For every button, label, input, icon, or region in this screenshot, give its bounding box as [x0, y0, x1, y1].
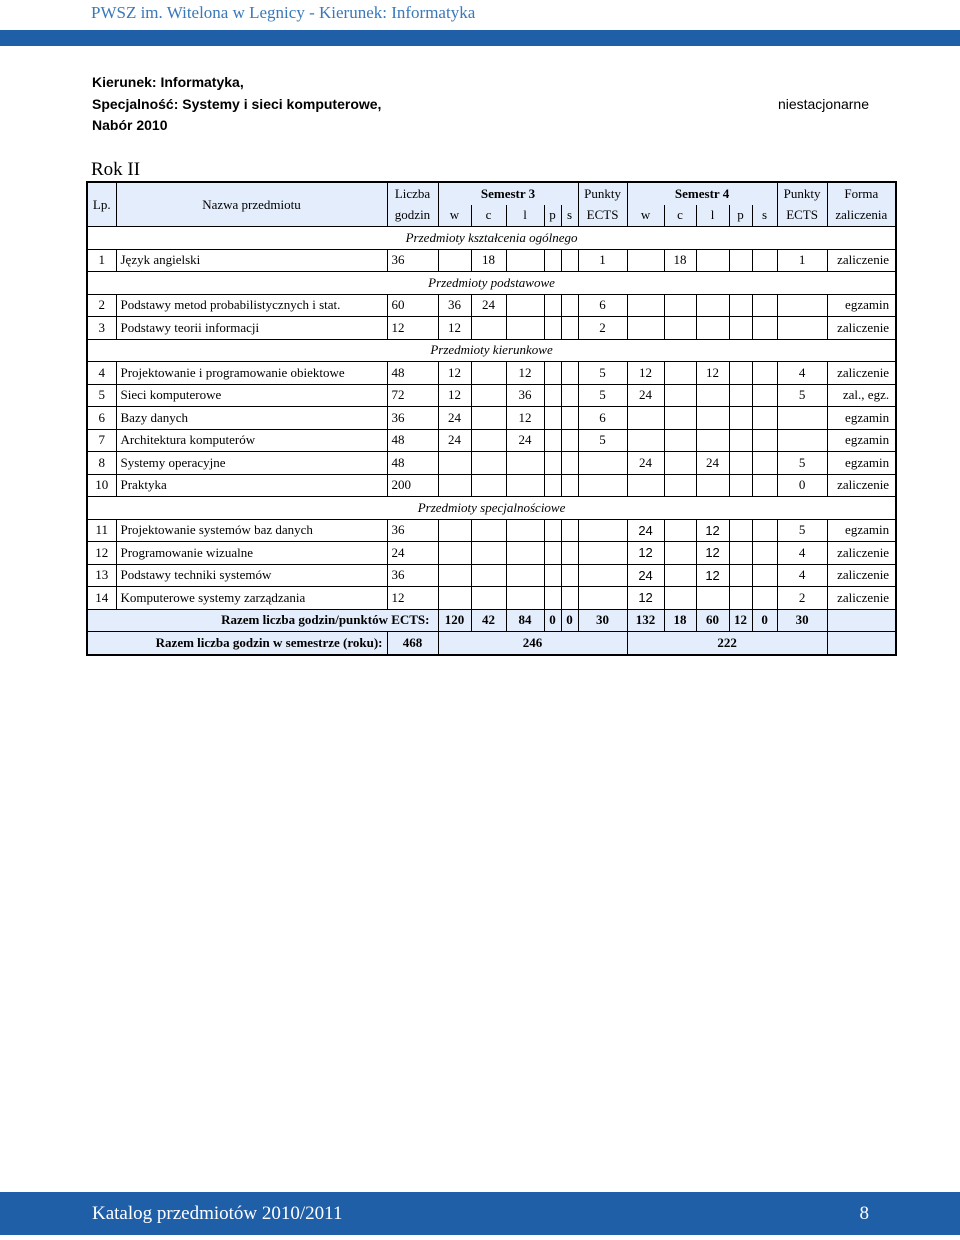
header-w-4: w: [627, 205, 664, 227]
course-value: [752, 362, 777, 385]
course-name: Systemy operacyjne: [116, 452, 387, 475]
course-value: 24: [506, 429, 544, 452]
course-value: [627, 407, 664, 430]
header-zaliczenia: zaliczenia: [827, 205, 896, 227]
totals-ects-value: 60: [696, 609, 729, 632]
course-value: [544, 564, 561, 587]
course-hours: 24: [387, 542, 438, 565]
course-assessment: zaliczenie: [827, 587, 896, 610]
course-value: 24: [438, 407, 471, 430]
course-value: [696, 474, 729, 497]
course-hours: 36: [387, 519, 438, 542]
course-value: [506, 249, 544, 272]
study-mode: niestacjonarne: [777, 96, 869, 112]
course-row: [87, 587, 896, 610]
course-ects-sem4: [777, 407, 827, 430]
header-punkty-3: Punkty: [578, 182, 627, 205]
header-c-3: c: [471, 205, 506, 227]
course-ects-sem4: 1: [777, 249, 827, 272]
course-ects-sem4: 4: [777, 564, 827, 587]
course-value: [471, 519, 506, 542]
course-value: [438, 474, 471, 497]
course-row: [87, 564, 896, 587]
course-row: [87, 519, 896, 542]
course-value: [729, 407, 752, 430]
course-value: [561, 474, 578, 497]
course-assessment: zaliczenie: [827, 317, 896, 340]
course-value: [696, 587, 729, 610]
course-value: [729, 564, 752, 587]
field-of-study: Kierunek: Informatyka,: [92, 74, 244, 90]
course-hours: 36: [387, 564, 438, 587]
course-assessment: zaliczenie: [827, 542, 896, 565]
header-s-4: s: [752, 205, 777, 227]
course-value: [664, 452, 696, 475]
course-number: 3: [87, 317, 116, 340]
course-ects-sem3: [578, 452, 627, 475]
intake: Nabór 2010: [92, 117, 168, 133]
course-number: 1: [87, 249, 116, 272]
course-value: [438, 452, 471, 475]
course-value: [664, 564, 696, 587]
course-value: [752, 249, 777, 272]
course-value: [471, 407, 506, 430]
course-value: [696, 384, 729, 407]
course-ects-sem4: [777, 429, 827, 452]
course-value: 12: [627, 542, 664, 565]
course-number: 5: [87, 384, 116, 407]
course-row: [87, 429, 896, 452]
course-value: [544, 384, 561, 407]
course-value: [544, 317, 561, 340]
course-name: Podstawy teorii informacji: [116, 317, 387, 340]
totals-ects-value: 0: [544, 609, 561, 632]
course-value: 12: [506, 407, 544, 430]
course-value: [506, 317, 544, 340]
course-value: [627, 317, 664, 340]
header-liczba: Liczba: [387, 182, 438, 205]
course-value: [438, 587, 471, 610]
course-value: [627, 249, 664, 272]
totals-ects-value: 30: [578, 609, 627, 632]
specialization: Specjalność: Systemy i sieci komputerowe,: [92, 95, 382, 112]
course-value: [506, 474, 544, 497]
course-value: [752, 542, 777, 565]
course-value: [438, 519, 471, 542]
totals-ects-value: 84: [506, 609, 544, 632]
course-row: [87, 452, 896, 475]
course-assessment: zaliczenie: [827, 362, 896, 385]
course-ects-sem3: 5: [578, 384, 627, 407]
header-semester-4: Semestr 4: [627, 182, 777, 205]
course-value: [696, 407, 729, 430]
course-name: Programowanie wizualne: [116, 542, 387, 565]
totals-semester-label: Razem liczba godzin w semestrze (roku):: [87, 632, 387, 655]
course-ects-sem4: 0: [777, 474, 827, 497]
course-hours: 12: [387, 317, 438, 340]
course-hours: 60: [387, 294, 438, 317]
course-value: [561, 452, 578, 475]
course-value: 36: [438, 294, 471, 317]
course-value: 36: [506, 384, 544, 407]
course-value: [729, 542, 752, 565]
course-value: 12: [438, 362, 471, 385]
course-value: [471, 384, 506, 407]
course-ects-sem4: 5: [777, 452, 827, 475]
course-assessment: egzamin: [827, 429, 896, 452]
course-value: [544, 407, 561, 430]
course-hours: 72: [387, 384, 438, 407]
course-assessment: zal., egz.: [827, 384, 896, 407]
totals-year-hours: 468: [387, 632, 438, 655]
course-number: 4: [87, 362, 116, 385]
course-value: [561, 362, 578, 385]
course-value: [544, 362, 561, 385]
course-value: [752, 384, 777, 407]
header-l-3: l: [506, 205, 544, 227]
course-value: 18: [471, 249, 506, 272]
header-godzin: godzin: [387, 205, 438, 227]
year-heading: Rok II: [91, 159, 141, 180]
course-assessment: egzamin: [827, 294, 896, 317]
course-row: [87, 384, 896, 407]
course-value: [752, 317, 777, 340]
footer-bar: [0, 1192, 960, 1235]
course-value: [627, 429, 664, 452]
course-ects-sem3: [578, 564, 627, 587]
course-hours: 200: [387, 474, 438, 497]
header-ects-3: ECTS: [578, 205, 627, 227]
course-row: [87, 294, 896, 317]
course-ects-sem3: [578, 587, 627, 610]
curriculum-table: [86, 181, 897, 656]
course-value: [664, 542, 696, 565]
totals-ects-value: 0: [752, 609, 777, 632]
course-value: [729, 294, 752, 317]
course-value: 24: [627, 384, 664, 407]
course-name: Język angielski: [116, 249, 387, 272]
course-number: 2: [87, 294, 116, 317]
course-number: 7: [87, 429, 116, 452]
course-value: [729, 384, 752, 407]
course-hours: 36: [387, 249, 438, 272]
totals-ects-value: 12: [729, 609, 752, 632]
course-assessment: zaliczenie: [827, 249, 896, 272]
header-semester-3: Semestr 3: [438, 182, 578, 205]
course-value: 12: [438, 317, 471, 340]
course-value: [561, 519, 578, 542]
course-value: [471, 317, 506, 340]
course-ects-sem4: 2: [777, 587, 827, 610]
totals-sem4-hours: 222: [627, 632, 827, 655]
program-info: [92, 72, 381, 137]
header-lp: Lp.: [87, 182, 116, 227]
course-value: [752, 429, 777, 452]
course-value: [544, 519, 561, 542]
course-value: 12: [438, 384, 471, 407]
course-value: [438, 564, 471, 587]
header-c-4: c: [664, 205, 696, 227]
course-name: Podstawy metod probabilistycznych i stat.: [116, 294, 387, 317]
course-ects-sem4: 5: [777, 384, 827, 407]
totals-sem3-hours: 246: [438, 632, 627, 655]
course-value: [471, 542, 506, 565]
course-name: Podstawy techniki systemów: [116, 564, 387, 587]
totals-semester-blank: [827, 632, 896, 655]
course-ects-sem3: 5: [578, 429, 627, 452]
course-value: 12: [696, 519, 729, 542]
course-ects-sem4: 4: [777, 362, 827, 385]
course-value: [664, 384, 696, 407]
course-value: [544, 542, 561, 565]
course-ects-sem3: 2: [578, 317, 627, 340]
course-ects-sem3: 5: [578, 362, 627, 385]
course-ects-sem4: 5: [777, 519, 827, 542]
course-value: [752, 564, 777, 587]
course-ects-sem3: 6: [578, 294, 627, 317]
course-value: [752, 294, 777, 317]
course-assessment: zaliczenie: [827, 474, 896, 497]
course-value: [752, 474, 777, 497]
totals-ects-value: 42: [471, 609, 506, 632]
course-number: 12: [87, 542, 116, 565]
course-value: [729, 317, 752, 340]
course-hours: 48: [387, 452, 438, 475]
header-s-3: s: [561, 205, 578, 227]
course-value: [544, 587, 561, 610]
course-value: [471, 564, 506, 587]
totals-ects-value: 132: [627, 609, 664, 632]
course-ects-sem3: [578, 519, 627, 542]
course-value: [544, 452, 561, 475]
course-value: [664, 294, 696, 317]
course-value: 24: [471, 294, 506, 317]
course-ects-sem4: [777, 294, 827, 317]
course-name: Bazy danych: [116, 407, 387, 430]
totals-ects-row: [87, 609, 896, 632]
course-number: 14: [87, 587, 116, 610]
course-assessment: egzamin: [827, 407, 896, 430]
course-value: [664, 587, 696, 610]
course-value: [664, 429, 696, 452]
course-ects-sem4: [777, 317, 827, 340]
course-value: [561, 564, 578, 587]
table-header-row: [87, 182, 896, 205]
totals-ects-value: 0: [561, 609, 578, 632]
course-value: [627, 474, 664, 497]
section-row: [87, 227, 896, 250]
course-value: [752, 452, 777, 475]
page-number: 8: [859, 1203, 869, 1224]
course-value: 12: [627, 587, 664, 610]
totals-semester-row: [87, 632, 896, 655]
header-l-4: l: [696, 205, 729, 227]
header-p-3: p: [544, 205, 561, 227]
course-name: Komputerowe systemy zarządzania: [116, 587, 387, 610]
course-number: 8: [87, 452, 116, 475]
course-value: [506, 519, 544, 542]
course-value: [729, 587, 752, 610]
course-value: [664, 362, 696, 385]
course-value: 24: [627, 564, 664, 587]
header-w-3: w: [438, 205, 471, 227]
course-value: [696, 317, 729, 340]
course-name: Praktyka: [116, 474, 387, 497]
course-row: [87, 542, 896, 565]
course-row: [87, 474, 896, 497]
course-value: [471, 362, 506, 385]
course-value: [438, 542, 471, 565]
header-ects-4: ECTS: [777, 205, 827, 227]
course-value: [544, 294, 561, 317]
course-number: 13: [87, 564, 116, 587]
course-number: 6: [87, 407, 116, 430]
totals-ects-value: 18: [664, 609, 696, 632]
header-name: Nazwa przedmiotu: [116, 182, 387, 227]
course-value: 24: [696, 452, 729, 475]
course-value: [561, 542, 578, 565]
course-value: [729, 362, 752, 385]
course-name: Architektura komputerów: [116, 429, 387, 452]
section-row: [87, 339, 896, 362]
course-row: [87, 317, 896, 340]
course-assessment: zaliczenie: [827, 564, 896, 587]
course-value: [471, 474, 506, 497]
course-value: [544, 474, 561, 497]
course-number: 10: [87, 474, 116, 497]
course-value: [438, 249, 471, 272]
course-ects-sem3: [578, 474, 627, 497]
course-value: [696, 429, 729, 452]
course-ects-sem4: 4: [777, 542, 827, 565]
course-value: [471, 452, 506, 475]
section-title: Przedmioty podstawowe: [87, 272, 896, 295]
course-assessment: egzamin: [827, 519, 896, 542]
page-header-title: PWSZ im. Witelona w Legnicy - Kierunek: Informatyka: [91, 3, 476, 22]
course-value: [729, 474, 752, 497]
header-forma: Forma: [827, 182, 896, 205]
section-title: Przedmioty specjalnościowe: [87, 497, 896, 520]
course-value: [561, 294, 578, 317]
course-value: [544, 429, 561, 452]
section-title: Przedmioty kierunkowe: [87, 339, 896, 362]
course-value: [506, 294, 544, 317]
footer-catalog: Katalog przedmiotów 2010/2011: [92, 1203, 343, 1224]
section-row: [87, 272, 896, 295]
course-number: 11: [87, 519, 116, 542]
course-value: [471, 587, 506, 610]
course-value: [664, 407, 696, 430]
header-bar: [0, 30, 960, 46]
totals-ects-label: Razem liczba godzin/punktów ECTS:: [87, 609, 438, 632]
course-hours: 36: [387, 407, 438, 430]
course-value: [664, 317, 696, 340]
course-hours: 12: [387, 587, 438, 610]
course-row: [87, 249, 896, 272]
course-value: 12: [627, 362, 664, 385]
header-p-4: p: [729, 205, 752, 227]
course-name: Projektowanie i programowanie obiektowe: [116, 362, 387, 385]
course-assessment: egzamin: [827, 452, 896, 475]
course-hours: 48: [387, 429, 438, 452]
course-value: 12: [506, 362, 544, 385]
course-name: Projektowanie systemów baz danych: [116, 519, 387, 542]
course-row: [87, 407, 896, 430]
course-value: [471, 429, 506, 452]
course-name: Sieci komputerowe: [116, 384, 387, 407]
section-title: Przedmioty kształcenia ogólnego: [87, 227, 896, 250]
section-row: [87, 497, 896, 520]
totals-ects-blank: [827, 609, 896, 632]
course-value: [544, 249, 561, 272]
totals-ects-value: 30: [777, 609, 827, 632]
course-value: [752, 519, 777, 542]
course-value: [627, 294, 664, 317]
course-value: [752, 587, 777, 610]
course-value: [506, 564, 544, 587]
course-value: [696, 249, 729, 272]
course-row: [87, 362, 896, 385]
course-value: 12: [696, 564, 729, 587]
course-value: 24: [627, 519, 664, 542]
course-ects-sem3: 1: [578, 249, 627, 272]
course-value: [664, 474, 696, 497]
course-value: [506, 452, 544, 475]
course-ects-sem3: [578, 542, 627, 565]
course-hours: 48: [387, 362, 438, 385]
course-value: [561, 317, 578, 340]
course-value: [729, 519, 752, 542]
course-value: [696, 294, 729, 317]
course-value: 18: [664, 249, 696, 272]
course-value: [561, 429, 578, 452]
course-value: [729, 452, 752, 475]
course-ects-sem3: 6: [578, 407, 627, 430]
course-value: 12: [696, 362, 729, 385]
course-value: [506, 542, 544, 565]
course-value: [664, 519, 696, 542]
course-value: [561, 384, 578, 407]
course-value: [561, 587, 578, 610]
course-value: 24: [627, 452, 664, 475]
totals-ects-value: 120: [438, 609, 471, 632]
course-value: [752, 407, 777, 430]
header-punkty-4: Punkty: [777, 182, 827, 205]
course-value: [506, 587, 544, 610]
course-value: [561, 249, 578, 272]
course-value: [729, 249, 752, 272]
course-value: 12: [696, 542, 729, 565]
course-value: 24: [438, 429, 471, 452]
course-value: [729, 429, 752, 452]
course-value: [561, 407, 578, 430]
